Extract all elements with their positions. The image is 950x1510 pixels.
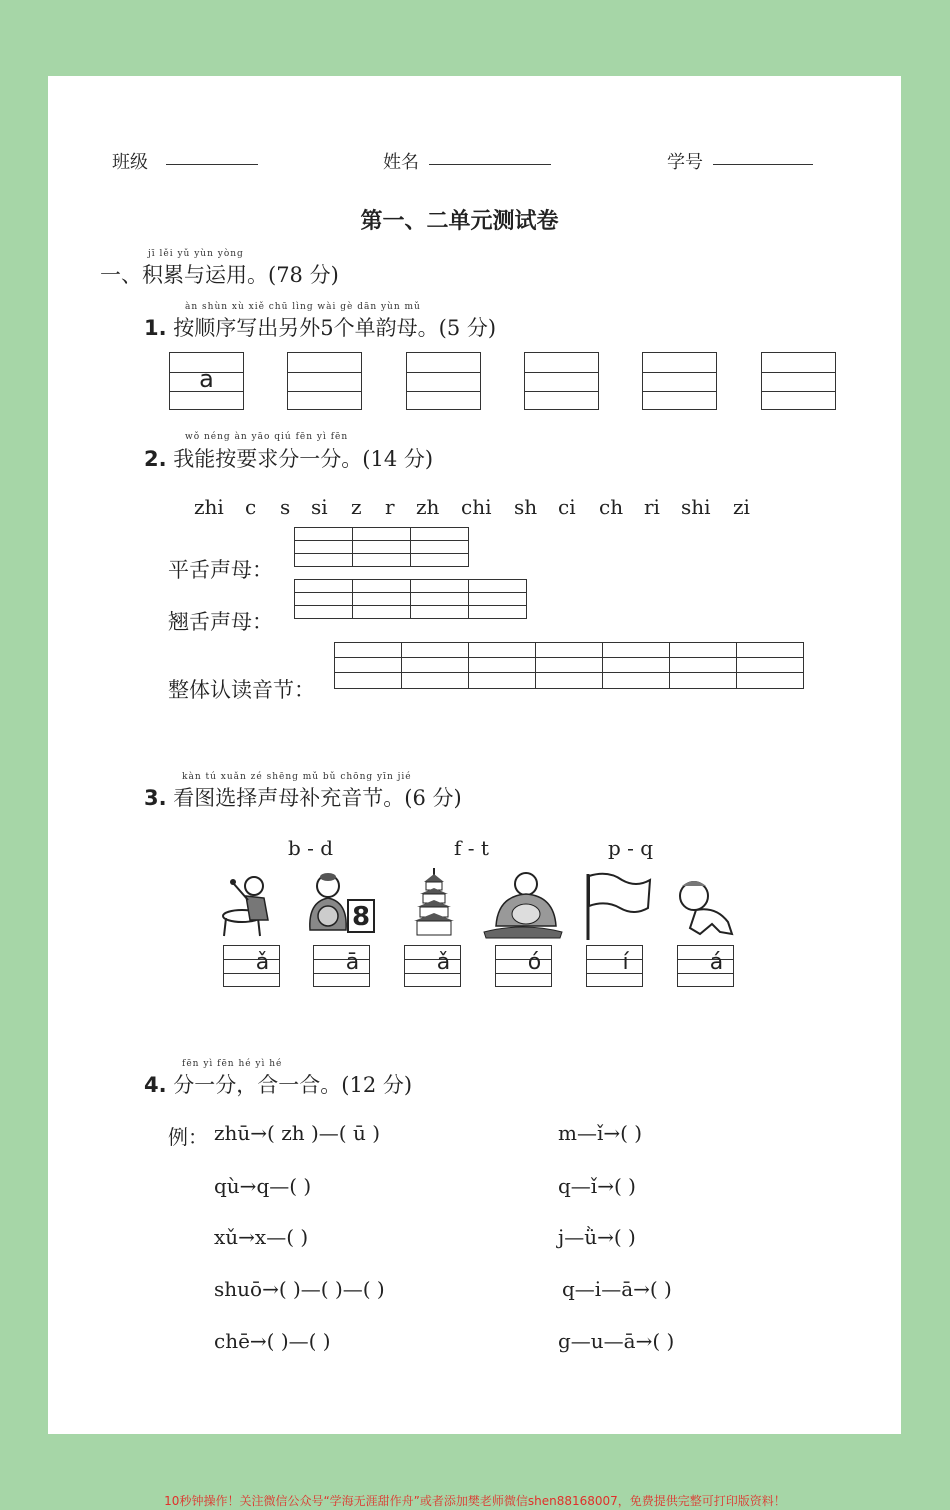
name-field-line[interactable]: [429, 163, 551, 165]
flag-picture: [584, 872, 654, 942]
syllable-6: r: [385, 495, 395, 519]
whole-box[interactable]: [535, 642, 603, 689]
pair-b-d: b - d: [288, 836, 334, 860]
split-row-5[interactable]: chē→( )—( ): [214, 1329, 331, 1353]
curled-box[interactable]: [352, 579, 411, 619]
q3-pinyin: kàn tú xuǎn zé shēng mǔ bǔ chōng yīn jié: [182, 772, 412, 782]
syllable-4: si: [311, 495, 328, 519]
syllable-12: ri: [644, 495, 660, 519]
curled-initials-boxes: [294, 579, 527, 619]
whole-syllables-boxes: [334, 642, 804, 689]
final-4: ó: [527, 950, 542, 975]
class-field-line[interactable]: [166, 163, 258, 165]
vowel-box-1: [169, 352, 244, 410]
flat-box[interactable]: [294, 527, 353, 567]
q4-question: [144, 1069, 412, 1099]
join-row-4[interactable]: q—i—ā→( ): [562, 1277, 672, 1301]
q4-number: 4.: [144, 1073, 167, 1097]
join-row-3[interactable]: j—ǜ→( ): [558, 1225, 636, 1249]
syllable-3: s: [280, 495, 291, 519]
syllable-10: ci: [558, 495, 576, 519]
whole-syllables-label: 整体认读音节：: [168, 678, 315, 702]
vowel-box-4[interactable]: [524, 352, 599, 410]
curled-initials-label: 翘舌声母：: [168, 610, 273, 634]
q3-answer-box-1[interactable]: [223, 945, 280, 987]
syllable-9: sh: [514, 495, 538, 519]
syllable-13: shi: [681, 495, 711, 519]
whole-box[interactable]: [468, 642, 536, 689]
vowel-box-2[interactable]: [287, 352, 362, 410]
curled-box[interactable]: [468, 579, 527, 619]
q4-pinyin: fēn yì fēn hé yì hé: [182, 1059, 283, 1069]
buddha-picture: [482, 870, 564, 940]
q3-answer-box-2[interactable]: [313, 945, 370, 987]
join-row-2[interactable]: q—ǐ→( ): [558, 1174, 636, 1198]
whole-box[interactable]: [401, 642, 469, 689]
q2-number: 2.: [144, 447, 167, 471]
vowel-box-5[interactable]: [642, 352, 717, 410]
pagoda-picture: [410, 868, 458, 940]
q2-question: [144, 443, 433, 473]
q3-question: [144, 782, 462, 812]
page-title: 第一、二单元测试卷: [360, 209, 559, 234]
flat-box[interactable]: [410, 527, 469, 567]
class-label: 班级: [112, 152, 148, 173]
syllable-8: chi: [461, 495, 492, 519]
curled-box[interactable]: [410, 579, 469, 619]
flat-initials-label: 平舌声母：: [168, 558, 273, 582]
syllable-7: zh: [416, 495, 440, 519]
name-label: 姓名: [383, 152, 419, 173]
final-1: ǎ: [255, 950, 270, 975]
syllable-5: z: [351, 495, 362, 519]
flat-box[interactable]: [352, 527, 411, 567]
promo-footer: 10秒钟操作！关注微信公众号“学海无涯甜作舟”或者添加樊老师微信shen88168007，免费提供完整可打印版资料！: [164, 1494, 786, 1508]
split-row-1: zhū→( zh )—( ū ): [214, 1121, 380, 1145]
whole-box[interactable]: [602, 642, 670, 689]
syllable-2: c: [245, 495, 257, 519]
split-row-3[interactable]: xǔ→x—( ): [214, 1225, 309, 1249]
whole-box[interactable]: [669, 642, 737, 689]
card-digit: 8: [351, 902, 371, 932]
syllable-11: ch: [599, 495, 624, 519]
whole-box[interactable]: [736, 642, 804, 689]
drummer-picture: [220, 872, 278, 938]
q1-text: 按顺序写出另外5个单韵母。(5 分): [173, 316, 497, 340]
q3-answer-box-4[interactable]: [495, 945, 552, 987]
student-id-field-line[interactable]: [713, 163, 813, 165]
join-row-1[interactable]: m—ǐ→( ): [558, 1121, 643, 1145]
split-row-4[interactable]: shuō→( )—( )—( ): [214, 1277, 385, 1301]
given-vowel-a: a: [199, 365, 214, 393]
q2-text: 我能按要求分一分。(14 分): [173, 447, 434, 471]
q3-answer-box-5[interactable]: [586, 945, 643, 987]
split-row-2[interactable]: qù→q—( ): [214, 1174, 312, 1198]
baby-picture: [672, 876, 738, 940]
q3-answer-box-6[interactable]: [677, 945, 734, 987]
curled-box[interactable]: [294, 579, 353, 619]
vowel-box-3[interactable]: [406, 352, 481, 410]
final-5: í: [622, 950, 629, 975]
join-row-5[interactable]: g—u—ā→( ): [558, 1329, 675, 1353]
q3-number: 3.: [144, 786, 167, 810]
section1-heading: 一、积累与运用。(78 分): [100, 263, 339, 287]
whole-box[interactable]: [334, 642, 402, 689]
pair-f-t: f - t: [454, 836, 489, 860]
q4-text: 分一分，合一合。(12 分): [173, 1073, 413, 1097]
q3-answer-box-3[interactable]: [404, 945, 461, 987]
section1-pinyin: jī lěi yǔ yùn yòng: [148, 249, 244, 259]
worksheet-page: [48, 76, 901, 1434]
q2-pinyin: wǒ néng àn yāo qiú fēn yì fēn: [185, 432, 349, 442]
q1-number: 1.: [144, 316, 167, 340]
vowel-box-6[interactable]: [761, 352, 836, 410]
final-3: ǎ: [436, 950, 451, 975]
pair-p-q: p - q: [608, 836, 654, 860]
flat-initials-boxes: [294, 527, 469, 567]
example-label: 例：: [168, 1125, 208, 1149]
syllable-14: zi: [733, 495, 750, 519]
final-2: ā: [345, 950, 360, 975]
student-id-label: 学号: [667, 152, 703, 173]
q1-question: [144, 312, 496, 342]
q3-text: 看图选择声母补充音节。(6 分): [173, 786, 462, 810]
syllable-1: zhi: [194, 495, 224, 519]
final-6: á: [709, 950, 724, 975]
q1-pinyin: àn shùn xù xiě chū lìng wài gè dān yùn mǔ: [185, 302, 421, 312]
